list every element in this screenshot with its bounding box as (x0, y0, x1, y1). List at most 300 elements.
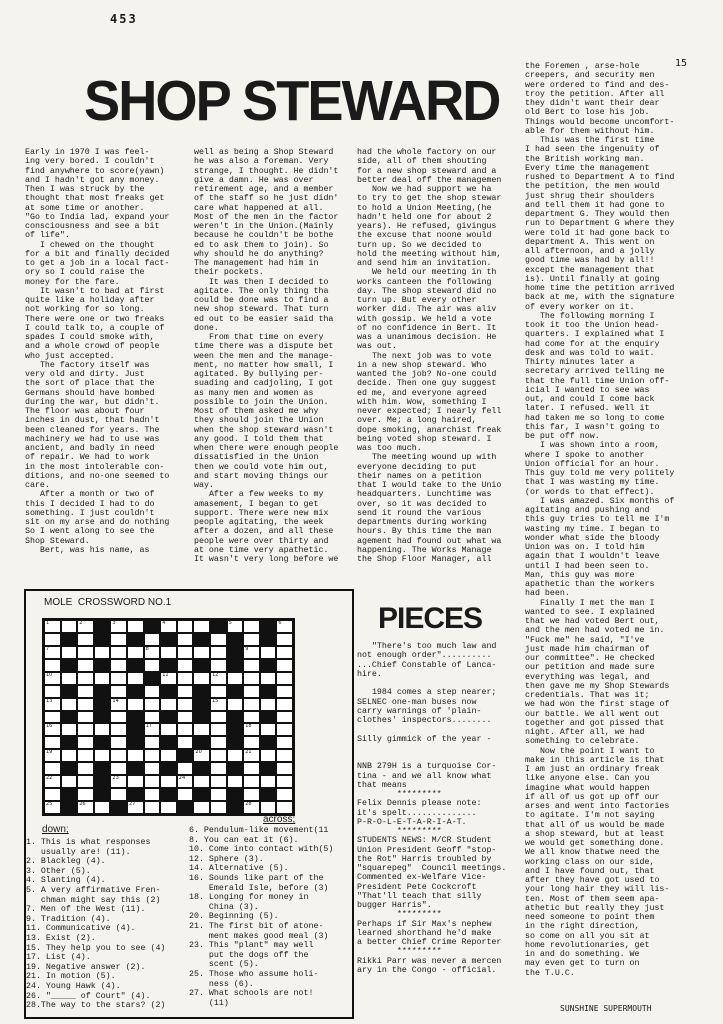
crossword-cell (160, 620, 177, 633)
crossword-cell (276, 685, 293, 698)
crossword-block (260, 685, 277, 698)
crossword-cell (77, 762, 94, 775)
across-clue: (11) (189, 998, 229, 1008)
crossword-cell (77, 698, 94, 711)
crossword-cell (110, 659, 127, 672)
across-clue: 18. Longing for money in (189, 893, 309, 903)
crossword-cell (127, 698, 144, 711)
crossword-number: 17 (145, 723, 152, 730)
crossword-cell (144, 762, 161, 775)
article-column-3: had the whole factory on our side, all of them shouting for a new shop steward and a better deal off the managemen Now we had support we ha to try to get the shop stewar to hold a Union Meeting,(he hadn't held one for about 2 years). He refused, givingus the excuse that noone would turn up. So we decided to hold the meeting without him, and send him an invitation. We held our meeting in th works canteen the following day. The shop steward did no turn up. But every other worker did. The air was aliv with gossip. We held a vote of no confidence in Bert. It was a unanimous decision. He was out. The next job was to vote in a new shop steward. Who wanted the job? No-one could decide. Then one guy suggest ed me, and everyone agreed with him. Wow, something I never expected; I nearly fell over. Me; a long haired, dope smoking, anarchist freak being voted shop steward. I was too much. The meeting wound up with everyone deciding to put their names on a petition that I would take to the Unio headquarters. Lunchtime was over, so it was decided to send it round the various departments during working hours. By this time the man agement had found out what wa happening. The Works Manage the Shop Floor Manager, all (357, 148, 502, 564)
crossword-cell (210, 749, 227, 762)
crossword-block (110, 801, 127, 814)
crossword-cell (193, 775, 210, 788)
crossword-cell (276, 723, 293, 736)
down-clue: 26. "_____ of Court" (4). (26, 991, 151, 1001)
crossword-number: 3 (112, 620, 116, 626)
crossword-number: 10 (46, 671, 53, 678)
crossword-block (227, 723, 244, 736)
down-clue: 9. Tradition (4). (26, 914, 111, 924)
crossword-number: 14 (112, 697, 119, 704)
crossword-number: 1 (46, 620, 50, 626)
crossword-cell (276, 633, 293, 646)
crossword-cell (110, 736, 127, 749)
crossword-cell (44, 736, 61, 749)
crossword-cell (144, 659, 161, 672)
crossword-block (94, 659, 111, 672)
down-clue: 11. Communicative (4). (26, 924, 136, 934)
crossword-cell (243, 762, 260, 775)
crossword-cell (177, 685, 194, 698)
across-clue: 14. Alternative (5). (189, 864, 289, 874)
crossword-block (61, 633, 78, 646)
crossword-block (94, 633, 111, 646)
crossword-cell (276, 711, 293, 724)
crossword-number: 2 (79, 620, 83, 626)
crossword-number: 18 (245, 723, 252, 730)
corner-number: 15 (675, 58, 688, 69)
crossword-cell (77, 788, 94, 801)
across-clue: 20. Beginning (5). (189, 912, 279, 922)
crossword-number: 25 (46, 801, 53, 808)
crossword-cell (243, 659, 260, 672)
crossword-number: 12 (212, 671, 219, 678)
crossword-cell (144, 736, 161, 749)
crossword-block (227, 646, 244, 659)
crossword-block (127, 762, 144, 775)
crossword-cell (243, 620, 260, 633)
crossword-cell (61, 749, 78, 762)
crossword-cell (276, 659, 293, 672)
crossword-cell (110, 620, 127, 633)
crossword-cell (193, 620, 210, 633)
across-clues-list (189, 826, 352, 1018)
crossword-block (61, 762, 78, 775)
crossword-cell (210, 659, 227, 672)
article-title: SHOP STEWARD (84, 69, 500, 133)
crossword-cell (260, 646, 277, 659)
crossword-block (260, 711, 277, 724)
crossword-cell (243, 788, 260, 801)
crossword-block (94, 788, 111, 801)
crossword-cell (144, 711, 161, 724)
crossword-cell (177, 646, 194, 659)
crossword-cell (193, 672, 210, 685)
down-clue: 28.The way to the stars? (2) (26, 1001, 166, 1011)
crossword-block (127, 723, 144, 736)
crossword-cell (44, 633, 61, 646)
crossword-block (94, 698, 111, 711)
crossword-block (160, 633, 177, 646)
crossword-block (61, 801, 78, 814)
across-clue: put the dogs off the (189, 950, 309, 960)
crossword-cell (127, 646, 144, 659)
pieces-title: PIECES (378, 602, 483, 635)
crossword-number: 16 (46, 723, 53, 730)
crossword-block (94, 775, 111, 788)
crossword-block (193, 659, 210, 672)
crossword-cell (260, 698, 277, 711)
crossword-cell (210, 775, 227, 788)
crossword-block (227, 801, 244, 814)
crossword-block (227, 736, 244, 749)
crossword-block (227, 711, 244, 724)
crossword-block (193, 633, 210, 646)
crossword-cell (61, 646, 78, 659)
crossword-cell (44, 659, 61, 672)
crossword-number: 24 (178, 775, 186, 782)
crossword-block (193, 711, 210, 724)
crossword-cell (276, 736, 293, 749)
crossword-number: 22 (46, 775, 53, 782)
crossword-cell (243, 736, 260, 749)
crossword-cell (160, 723, 177, 736)
crossword-cell (144, 775, 161, 788)
crossword-block (193, 736, 210, 749)
crossword-cell (94, 801, 111, 814)
crossword-number: 9 (245, 645, 249, 652)
crossword-block (160, 659, 177, 672)
crossword-cell (210, 723, 227, 736)
crossword-block (193, 698, 210, 711)
crossword-cell (144, 698, 161, 711)
down-clues-list (26, 838, 188, 1018)
crossword-cell (110, 762, 127, 775)
crossword-cell (77, 801, 94, 814)
crossword-cell (61, 620, 78, 633)
crossword-block (160, 736, 177, 749)
crossword-cell (243, 633, 260, 646)
crossword-cell (77, 723, 94, 736)
crossword-cell (227, 620, 244, 633)
crossword-cell (210, 646, 227, 659)
down-clue: 7. Men of the West (11). (26, 905, 146, 915)
crossword-cell (44, 672, 61, 685)
crossword-number: 8 (145, 645, 149, 652)
crossword-block (260, 762, 277, 775)
crossword-cell (243, 711, 260, 724)
down-clue: 13. Exist (2). (26, 933, 96, 943)
crossword-grid (42, 618, 295, 816)
across-clue: 21. The first bit of atone- (189, 921, 324, 931)
crossword-cell (193, 749, 210, 762)
crossword-cell (44, 723, 61, 736)
crossword-block (193, 685, 210, 698)
crossword-number: 7 (46, 645, 50, 652)
crossword-number: 4 (162, 620, 166, 626)
crossword-block (227, 762, 244, 775)
crossword-block (210, 620, 227, 633)
crossword-block (160, 788, 177, 801)
crossword-block (227, 788, 244, 801)
crossword-cell (144, 788, 161, 801)
crossword-number: 28 (245, 801, 252, 808)
crossword-cell (243, 685, 260, 698)
crossword-cell (177, 775, 194, 788)
crossword-cell (276, 620, 293, 633)
crossword-block (94, 736, 111, 749)
crossword-cell (276, 762, 293, 775)
across-clue: scent (5). (189, 960, 259, 970)
crossword-cell (243, 775, 260, 788)
crossword-cell (61, 698, 78, 711)
crossword-cell (276, 646, 293, 659)
crossword-block (160, 762, 177, 775)
crossword-cell (77, 646, 94, 659)
crossword-cell (260, 723, 277, 736)
crossword-cell (144, 685, 161, 698)
down-clue: 2. Blackleg (4). (26, 857, 106, 867)
crossword-cell (144, 801, 161, 814)
crossword-cell (110, 672, 127, 685)
crossword-block (177, 801, 194, 814)
crossword-block (94, 620, 111, 633)
crossword-cell (177, 788, 194, 801)
crossword-cell (193, 723, 210, 736)
crossword-cell (243, 646, 260, 659)
across-clue: 16. Sounds like part of the (189, 873, 324, 883)
crossword-block (61, 711, 78, 724)
crossword-cell (44, 698, 61, 711)
crossword-cell (276, 775, 293, 788)
crossword-cell (110, 723, 127, 736)
crossword-cell (243, 801, 260, 814)
crossword-cell (110, 685, 127, 698)
crossword-block (61, 659, 78, 672)
across-clue: ment makes good meal (3) (189, 931, 329, 941)
crossword-block (127, 659, 144, 672)
crossword-cell (177, 633, 194, 646)
crossword-cell (160, 775, 177, 788)
crossword-cell (210, 711, 227, 724)
crossword-cell (61, 723, 78, 736)
crossword-cell (160, 749, 177, 762)
crossword-cell (77, 633, 94, 646)
crossword-cell (44, 762, 61, 775)
crossword-cell (210, 736, 227, 749)
crossword-cell (110, 749, 127, 762)
crossword-cell (77, 672, 94, 685)
crossword-cell (127, 749, 144, 762)
crossword-number: 15 (212, 697, 219, 704)
crossword-block (61, 685, 78, 698)
crossword-cell (94, 723, 111, 736)
down-clue: 1. This is what responses (26, 838, 151, 847)
crossword-cell (227, 672, 244, 685)
crossword-block (94, 685, 111, 698)
crossword-block (61, 788, 78, 801)
down-clue: 19. Negative answer (2). (26, 962, 146, 972)
crossword-cell (77, 620, 94, 633)
crossword-cell (276, 672, 293, 685)
crossword-cell (44, 788, 61, 801)
crossword-cell (61, 672, 78, 685)
crossword-number: 20 (195, 749, 202, 756)
down-clue: 15. They help you to see (4) (26, 943, 166, 953)
down-header: down; (42, 824, 69, 835)
crossword-cell (243, 672, 260, 685)
crossword-cell (77, 711, 94, 724)
crossword-cell (144, 633, 161, 646)
crossword-cell (177, 711, 194, 724)
crossword-cell (177, 723, 194, 736)
down-clue: 17. List (4). (26, 953, 91, 963)
crossword-cell (77, 775, 94, 788)
crossword-cell (193, 646, 210, 659)
down-clue: chman might say this (2) (26, 895, 161, 905)
crossword-cell (276, 788, 293, 801)
crossword-cell (77, 659, 94, 672)
crossword-block (127, 711, 144, 724)
crossword-cell (243, 749, 260, 762)
across-clue: ness (6). (189, 979, 254, 989)
across-clue: China (3). (189, 902, 259, 912)
crossword-cell (160, 672, 177, 685)
crossword-title: MOLE CROSSWORD NO.1 (44, 597, 172, 608)
crossword-block (127, 633, 144, 646)
page-number: 453 (110, 12, 138, 26)
crossword-cell (77, 749, 94, 762)
crossword-cell (160, 801, 177, 814)
crossword-cell (210, 788, 227, 801)
crossword-cell (210, 685, 227, 698)
crossword-block (260, 620, 277, 633)
crossword-number: 27 (129, 801, 136, 808)
crossword-cell (210, 633, 227, 646)
article-column-2: well as being a Shop Steward he was also a foreman. Very strange, I thought. He didn't give a damn. He was over retirement age, and a member of the staff so he just didn' care what happened at all. Most of the men in the factor weren't in the Union.(Mainly because he couldn't be bothe ed to ask them to join). So why should he do anything? The management had him in their pockets. It was then I decided to agitate. The only thing tha could be done was to find a new shop steward. That turn ed out to be easier said tha done. From that time on every time there was a dispute bet ween the men and the manage- ment, no matter how small, I agitated. By bullying per- suading and cadjoling, I got as many men and women as possible to join the Union. Most of them asked me why they should join the Union when the shop steward wasn't any good. I told them that when there were enough people dissatisfied in the Union then we could vote him out, and start moving things our way. After a few weeks to my amasement, I began to get support. There were new mix people agitating, the week after a dozen, and all these people were over thirty and at one time very apathetic. It wasn't very long before we (194, 148, 339, 564)
crossword-cell (44, 620, 61, 633)
across-clue: 10. Come into contact with(5) (189, 845, 334, 855)
crossword-cell (94, 672, 111, 685)
crossword-cell (110, 698, 127, 711)
crossword-block (260, 736, 277, 749)
crossword-block (127, 788, 144, 801)
crossword-cell (44, 685, 61, 698)
across-clue: 23. This "plant" may well (189, 941, 314, 951)
crossword-cell (44, 711, 61, 724)
crossword-number: 23 (112, 775, 119, 782)
across-clue: 25. Those who assume holi- (189, 969, 319, 979)
crossword-block (227, 659, 244, 672)
crossword-cell (110, 711, 127, 724)
crossword-cell (44, 749, 61, 762)
crossword-cell (110, 775, 127, 788)
crossword-cell (260, 749, 277, 762)
crossword-block (193, 788, 210, 801)
crossword-cell (160, 646, 177, 659)
crossword-cell (210, 762, 227, 775)
crossword-number: 19 (46, 749, 53, 756)
crossword-cell (144, 646, 161, 659)
crossword-cell (177, 736, 194, 749)
crossword-cell (177, 698, 194, 711)
crossword-cell (210, 801, 227, 814)
crossword-block (260, 788, 277, 801)
crossword-cell (260, 672, 277, 685)
crossword-block (177, 749, 194, 762)
article-column-1: Early in 1970 I was feel- ing very bored. I couldn't find anywhere to score(yawn) and I hadn't got any money. Then I was struck by the thought that most freaks get at some time or another. "Go to India lad, expand your consciousness and see a bit of life". I chewed on the thought for a bit and finally decided to get a job in a local fact- ory so I could raise the money for the fare. It wasn't to bad at first quite like a holiday after not working for so long. There were one or two freaks I could talk to, a couple of spades I could smoke with, and a whole crowd of people who just accepted. The factory itself was very old and dirty. Just the sort of place that the Germans should have bombed during the war, but didn't. The floor was about four inches in dust, that hadn't been cleaned for years. The machinery we had to use was ancient, and badly in need of repair. We had to work in the most intolerable con- ditions, and no-one seemed to care. After a month or two of this I decided I had to do something. I just couldn't sit on my arse and do nothing So I went along to see the Shop Steward. Bert, was his name, as (25, 148, 170, 555)
crossword-cell (177, 672, 194, 685)
down-clue: 21. In motion (5). (26, 972, 116, 982)
crossword-block (61, 736, 78, 749)
down-clue: 3. Other (5). (26, 866, 91, 876)
crossword-cell (44, 775, 61, 788)
crossword-block (160, 685, 177, 698)
crossword-block (227, 685, 244, 698)
crossword-cell (127, 620, 144, 633)
crossword-block (160, 711, 177, 724)
crossword-cell (44, 646, 61, 659)
crossword-number: 21 (245, 749, 252, 756)
crossword-cell (243, 723, 260, 736)
crossword-block (260, 633, 277, 646)
crossword-cell (210, 698, 227, 711)
crossword-cell (127, 672, 144, 685)
crossword-cell (260, 801, 277, 814)
crossword-block (94, 762, 111, 775)
article-column-4: the Foremen , arse-hole creepers, and security men were ordered to find and des- troy the petition. After all they didn't want their dear old Bert to lose his job. Things would become uncomfort- able for them without him. This was the first time I had seen the ingenuity of the British working man. Every time the management rushed to Department A to find the petition, the men would just shrug their shoulders and tell them it had gone to department G. They would then run to Department G where they were told it had gone back to department A. This went on all afternoon, and a jolly good time was had by all!! except the management that is). Until finally at going home time the petition arrived back at me, with the signature of every worker on it. The following morning I took it too the Union head- quarters. I explained what I had come for at the enquiry desk and was told to wait. Thirty minutes later a secretary arrived telling me that the full time Union off- icial I wanted to see was out, and could I come back later. I refused. Well it had taken me so long to come this far, I wasn't going to be put off now. I was shown into a room, where I spoke to another Union official for an hour. This guy told me very politely that I was wasting my time. (or words to that effect). I was amazed. Six months of agitating and pushing and this guy tries to tell me I'm wasting my time. I began to wonder what side the bloody Union was on. I told him again that I wouldn't leave until I had been seen to. Man, this guy was more apathetic than the workers had been. Finally I met the man I wanted to see. I explained that we had voted Bert out, and the men had voted me in. "Fuck me" he said, "I've just made him chairman of our committee". He checked our petition and made sure everything was legal, and then gave me my Shop Stewards credentials. That was it; we had won the first stage of our battle. We all went out together and got pissed that night. After all, we had something to celebrate. Now the point I want to make in this article is that I am just an ordinary freak like anyone else. Can you imagine what would happen if all of us got up off our arses and went into factories to agitate. I'm not saying that all of us would be made a shop steward, but at least we would get something done. We all know thatwe need the working class on our side, and I have found out, that after they have got used to your long hair they will lis- ten. Most of them seem apa- athetic but really they just need someone to point them in the right direction, so come on all you sit at home revolutionaries, get in and do something. We may even get to turn on the T.U.C. (525, 62, 675, 978)
crossword-cell (276, 801, 293, 814)
crossword-cell (160, 698, 177, 711)
crossword-cell (77, 736, 94, 749)
down-clue: 24. Young Hawk (4). (26, 981, 121, 991)
crossword-cell (94, 749, 111, 762)
crossword-cell (94, 646, 111, 659)
crossword-block (260, 659, 277, 672)
across-clue: 27. What schools are not! (189, 989, 314, 999)
crossword-cell (227, 698, 244, 711)
crossword-block (127, 685, 144, 698)
crossword-cell (61, 775, 78, 788)
crossword-cell (227, 775, 244, 788)
down-clue: usually are! (11). (26, 847, 131, 857)
crossword-number: 5 (228, 620, 232, 626)
crossword-cell (110, 633, 127, 646)
crossword-cell (177, 762, 194, 775)
crossword-cell (144, 749, 161, 762)
crossword-block (127, 736, 144, 749)
across-clue: 12. Sphere (3). (189, 854, 264, 864)
crossword-cell (77, 685, 94, 698)
crossword-cell (144, 723, 161, 736)
crossword-number: 13 (46, 697, 53, 704)
crossword-block (144, 620, 161, 633)
crossword-cell (127, 775, 144, 788)
pieces-text: "There's too much law and not enough order".......... ...Chief Constable of Lanca- hire. 1984 comes a step nearer; SELNEC one-man buses now carry warnings of 'plain- clothes' inspectors........ Silly gimmick of the year - NNB 279H is a turquoise Cor- tina - and we all know what that means ********* Felix Dennis please note: it's spelt.............. P-R-O-L-E-T-A-R-I-A-T. ********* STUDENTS NEWS: M/CR Student Union President Geoff "stop- the Rot" Harris troubled by "squarepeg" Council meetings. Commented ex-Welfare Vice- President Pete Cockcroft "That'll teach that silly bugger Harris". ********* Perhaps if Sir Max's nephew learned shorthand he'd make a better Chief Crime Reporter ********* Rikki Parr was never a mercen ary in the Congo - official. (357, 642, 507, 975)
crossword-number: 26 (79, 801, 86, 808)
author-signature: SUNSHINE SUPERMOUTH (560, 1004, 652, 1013)
crossword-cell (110, 646, 127, 659)
crossword-cell (276, 698, 293, 711)
crossword-cell (177, 620, 194, 633)
crossword-cell (44, 801, 61, 814)
crossword-cell (243, 698, 260, 711)
crossword-block (193, 762, 210, 775)
crossword-cell (193, 801, 210, 814)
crossword-cell (276, 749, 293, 762)
across-clue: 6. Pendulum-like movement(11 (189, 826, 329, 835)
crossword-number: 11 (162, 671, 169, 678)
crossword-block (144, 672, 161, 685)
crossword-block (94, 711, 111, 724)
down-clue: 4. Slanting (4). (26, 876, 106, 886)
crossword-cell (110, 788, 127, 801)
down-clue: 5. A very affirmative Fren- (26, 885, 161, 895)
across-header: across; (263, 814, 296, 825)
crossword-cell (260, 775, 277, 788)
crossword-cell (177, 659, 194, 672)
crossword-cell (227, 749, 244, 762)
